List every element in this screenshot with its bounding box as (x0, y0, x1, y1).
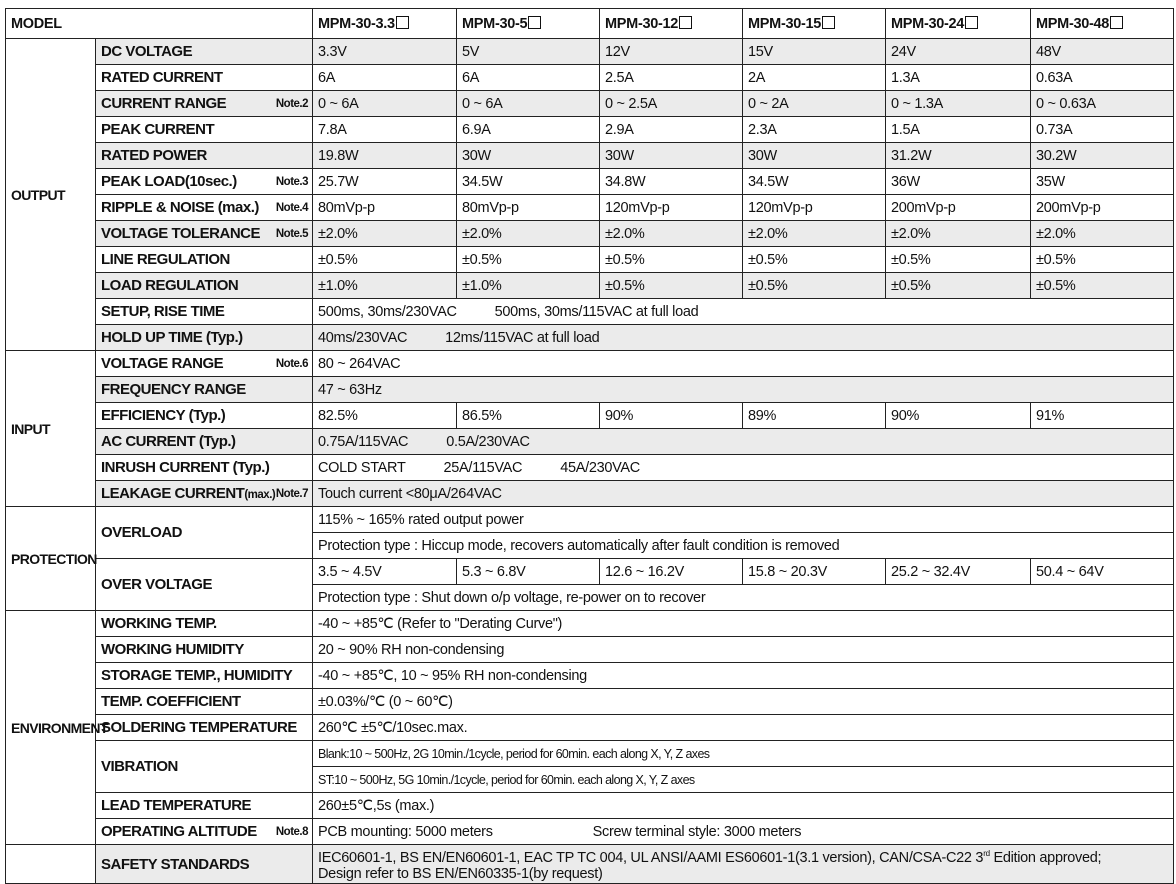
spec-label-text: STORAGE TEMP., HUMIDITY (101, 667, 293, 684)
spec-value: 2.3A (743, 117, 886, 143)
spec-value: 90% (600, 403, 743, 429)
spec-value: 30W (743, 143, 886, 169)
spec-value (313, 325, 1174, 351)
spec-label-text: FREQUENCY RANGE (101, 381, 246, 398)
spec-label (96, 429, 313, 455)
spec-value: 3.5 ~ 4.5V (313, 559, 457, 585)
spec-value-segment: Protection type : Hiccup mode, recovers automatically after fault condition is removed (318, 537, 840, 554)
spec-value: 36W (886, 169, 1031, 195)
spec-label (96, 507, 313, 559)
spec-value (313, 767, 1174, 793)
spec-row (6, 65, 1174, 91)
spec-row (6, 169, 1174, 195)
spec-value-segment: 260±5℃,5s (max.) (318, 797, 435, 814)
model-name (313, 9, 457, 39)
note-ref: Note.3 (275, 176, 309, 188)
spec-value: 5.3 ~ 6.8V (457, 559, 600, 585)
spec-row (6, 481, 1174, 507)
spec-label-text: VOLTAGE RANGE (101, 355, 224, 372)
spec-label-text: TEMP. COEFFICIENT (101, 693, 241, 710)
spec-value: 86.5% (457, 403, 600, 429)
spec-value: 2.5A (600, 65, 743, 91)
spec-value (313, 637, 1174, 663)
spec-label (96, 793, 313, 819)
spec-value: 35W (1031, 169, 1174, 195)
spec-label-text: VIBRATION (101, 758, 178, 775)
checkbox-placeholder-icon (396, 16, 409, 29)
spec-value-segment: Screw terminal style: 3000 meters (592, 823, 802, 840)
spec-label (96, 91, 313, 117)
spec-value: ±0.5% (457, 247, 600, 273)
spec-value: 0 ~ 6A (313, 91, 457, 117)
spec-value-segment: 12ms/115VAC at full load (445, 329, 600, 346)
spec-label-qualifier: (max.) (244, 489, 276, 501)
spec-row (6, 845, 1174, 884)
spec-value (313, 663, 1174, 689)
spec-label-text: PEAK CURRENT (101, 121, 215, 138)
spec-row (6, 819, 1174, 845)
spec-label (96, 299, 313, 325)
spec-value (313, 689, 1174, 715)
spec-label (96, 845, 313, 884)
model-name-text: MPM-30-15 (748, 15, 822, 32)
spec-value-segment: -40 ~ +85℃ (Refer to "Derating Curve") (318, 615, 563, 632)
spec-value: ±0.5% (1031, 247, 1174, 273)
spec-value-segment: 25A/115VAC (443, 459, 523, 476)
spec-value: 34.8W (600, 169, 743, 195)
spec-label-text: SETUP, RISE TIME (101, 303, 225, 320)
spec-label (96, 39, 313, 65)
spec-value-segment: 45A/230VAC (560, 459, 640, 476)
spec-value (313, 507, 1174, 533)
spec-row (6, 663, 1174, 689)
spec-value: 1.5A (886, 117, 1031, 143)
spec-value: ±2.0% (457, 221, 600, 247)
spec-row (6, 117, 1174, 143)
spec-label (96, 559, 313, 611)
spec-value: 25.2 ~ 32.4V (886, 559, 1031, 585)
spec-value: 0 ~ 2A (743, 91, 886, 117)
spec-label-text: RATED CURRENT (101, 69, 223, 86)
spec-value: 31.2W (886, 143, 1031, 169)
spec-label (96, 741, 313, 793)
spec-row (6, 559, 1174, 585)
spec-label-text: CURRENT RANGE (101, 95, 227, 112)
spec-label-text: SAFETY STANDARDS (101, 855, 250, 873)
spec-value-segment: Blank:10 ~ 500Hz, 2G 10min./1cycle, period for 60min. each along X, Y, Z axes (318, 746, 710, 761)
spec-value-segment: -40 ~ +85℃, 10 ~ 95% RH non-condensing (318, 667, 587, 684)
note-ref: Note.5 (275, 228, 309, 240)
spec-label-text: LINE REGULATION (101, 251, 230, 268)
spec-label-text: LOAD REGULATION (101, 277, 239, 294)
note-ref: Note.6 (275, 358, 309, 370)
spec-label-text: LEAD TEMPERATURE (101, 797, 252, 814)
spec-value: 120mVp-p (600, 195, 743, 221)
spec-value (313, 455, 1174, 481)
spec-label (96, 195, 313, 221)
spec-value: ±0.5% (1031, 273, 1174, 299)
spec-label-text: EFFICIENCY (Typ.) (101, 407, 226, 424)
spec-label (96, 377, 313, 403)
spec-label-text: RIPPLE & NOISE (max.) (101, 199, 259, 216)
spec-value: 90% (886, 403, 1031, 429)
spec-label-text: AC CURRENT (Typ.) (101, 433, 236, 450)
spec-value: 0 ~ 6A (457, 91, 600, 117)
spec-value (313, 715, 1174, 741)
spec-value: ±2.0% (1031, 221, 1174, 247)
spec-row (6, 299, 1174, 325)
spec-value: 1.3A (886, 65, 1031, 91)
spec-value: 24V (886, 39, 1031, 65)
group-label-output: OUTPUT (6, 39, 96, 351)
spec-row (6, 403, 1174, 429)
spec-label-text: OVERLOAD (101, 524, 183, 541)
checkbox-placeholder-icon (965, 16, 978, 29)
spec-value (313, 793, 1174, 819)
spec-value: ±1.0% (313, 273, 457, 299)
spec-label-text: OVER VOLTAGE (101, 576, 212, 593)
spec-value: 6.9A (457, 117, 600, 143)
spec-value-segment: 500ms, 30ms/115VAC at full load (494, 303, 699, 320)
spec-label (96, 455, 313, 481)
spec-row (6, 429, 1174, 455)
spec-value: 48V (1031, 39, 1174, 65)
spec-value-line: Design refer to BS EN/EN60335-1(by request) (318, 865, 603, 882)
group-label-safety (6, 845, 96, 884)
spec-value-line: IEC60601-1, BS EN/EN60601-1, EAC TP TC 004, UL ANSI/AAMI ES60601-1(3.1 version), CAN/CSA-C22 3rd Edition approved; (318, 849, 1102, 866)
spec-value: 25.7W (313, 169, 457, 195)
spec-value-segment: 0.5A/230VAC (446, 433, 530, 450)
spec-row (6, 221, 1174, 247)
spec-value: 6A (313, 65, 457, 91)
spec-label-text: PEAK LOAD(10sec.) (101, 173, 237, 190)
group-label-protection: PROTECTION (6, 507, 96, 611)
spec-value: ±0.5% (743, 247, 886, 273)
spec-label-text: VOLTAGE TOLERANCE (101, 225, 261, 242)
spec-value-segment: 20 ~ 90% RH non-condensing (318, 641, 505, 658)
spec-value: 80mVp-p (313, 195, 457, 221)
spec-value: 89% (743, 403, 886, 429)
spec-row (6, 793, 1174, 819)
spec-row (6, 507, 1174, 533)
model-name (600, 9, 743, 39)
spec-row (6, 143, 1174, 169)
spec-value: 15.8 ~ 20.3V (743, 559, 886, 585)
model-name-text: MPM-30-3.3 (318, 15, 395, 32)
spec-value: 7.8A (313, 117, 457, 143)
spec-value: ±2.0% (743, 221, 886, 247)
spec-value: 6A (457, 65, 600, 91)
spec-value: 34.5W (743, 169, 886, 195)
spec-row (6, 325, 1174, 351)
checkbox-placeholder-icon (528, 16, 541, 29)
spec-value: 120mVp-p (743, 195, 886, 221)
spec-value-segment: 47 ~ 63Hz (318, 381, 382, 398)
spec-label-text: WORKING TEMP. (101, 615, 217, 632)
spec-label (96, 351, 313, 377)
spec-value: ±0.5% (600, 273, 743, 299)
group-label-environment: ENVIRONMENT (6, 611, 96, 845)
spec-value-segment: 40ms/230VAC (318, 329, 408, 346)
spec-row (6, 611, 1174, 637)
spec-value: 80mVp-p (457, 195, 600, 221)
spec-value: 2A (743, 65, 886, 91)
spec-label-text: OPERATING ALTITUDE (101, 823, 257, 840)
spec-value: 5V (457, 39, 600, 65)
spec-value: 3.3V (313, 39, 457, 65)
spec-value: ±0.5% (886, 273, 1031, 299)
spec-value: 34.5W (457, 169, 600, 195)
model-label: MODEL (6, 9, 313, 39)
spec-value-segment: ±0.03%/℃ (0 ~ 60℃) (318, 693, 453, 710)
spec-label-text: RATED POWER (101, 147, 207, 164)
spec-value: ±0.5% (313, 247, 457, 273)
spec-value: 0 ~ 0.63A (1031, 91, 1174, 117)
spec-label (96, 689, 313, 715)
spec-row (6, 741, 1174, 767)
spec-value-segment: ST:10 ~ 500Hz, 5G 10min./1cycle, period for 60min. each along X, Y, Z axes (318, 772, 695, 787)
spec-value: 200mVp-p (1031, 195, 1174, 221)
spec-value: 0 ~ 1.3A (886, 91, 1031, 117)
spec-value: 19.8W (313, 143, 457, 169)
group-label-input: INPUT (6, 351, 96, 507)
spec-row (6, 195, 1174, 221)
spec-value (313, 377, 1174, 403)
ordinal-suffix: rd (983, 849, 990, 859)
model-name-text: MPM-30-5 (462, 15, 528, 32)
spec-value: 12V (600, 39, 743, 65)
spec-value (313, 845, 1174, 884)
spec-value (313, 533, 1174, 559)
spec-value: 200mVp-p (886, 195, 1031, 221)
spec-row (6, 637, 1174, 663)
spec-value: 30W (600, 143, 743, 169)
note-ref: Note.2 (275, 98, 309, 110)
model-name (1031, 9, 1174, 39)
header-row (6, 9, 1174, 39)
spec-value-segment: COLD START (318, 459, 406, 476)
note-ref: Note.4 (275, 202, 309, 214)
spec-label-text: HOLD UP TIME (Typ.) (101, 329, 243, 346)
spec-value-segment: 500ms, 30ms/230VAC (318, 303, 457, 320)
spec-label (96, 143, 313, 169)
spec-label-text: DC VOLTAGE (101, 43, 193, 60)
spec-value (313, 351, 1174, 377)
spec-value (313, 585, 1174, 611)
spec-label (96, 169, 313, 195)
spec-value: ±0.5% (886, 247, 1031, 273)
spec-row (6, 91, 1174, 117)
spec-value-segment: Protection type : Shut down o/p voltage, re-power on to recover (318, 589, 706, 606)
spec-label (96, 325, 313, 351)
spec-row (6, 377, 1174, 403)
spec-value: ±2.0% (313, 221, 457, 247)
spec-label (96, 403, 313, 429)
spec-value (313, 299, 1174, 325)
spec-label (96, 663, 313, 689)
spec-label (96, 247, 313, 273)
spec-value: 0.73A (1031, 117, 1174, 143)
spec-label-text: WORKING HUMIDITY (101, 641, 244, 658)
spec-label (96, 117, 313, 143)
spec-row (6, 715, 1174, 741)
spec-label (96, 715, 313, 741)
spec-value: 30.2W (1031, 143, 1174, 169)
spec-value-segment: 80 ~ 264VAC (318, 355, 401, 372)
spec-value: 91% (1031, 403, 1174, 429)
spec-label (96, 273, 313, 299)
spec-label (96, 65, 313, 91)
checkbox-placeholder-icon (822, 16, 835, 29)
spec-label (96, 819, 313, 845)
spec-value: 82.5% (313, 403, 457, 429)
spec-value-segment: 260℃ ±5℃/10sec.max. (318, 719, 468, 736)
model-name-text: MPM-30-24 (891, 15, 965, 32)
spec-value: 30W (457, 143, 600, 169)
spec-value: 50.4 ~ 64V (1031, 559, 1174, 585)
spec-row (6, 455, 1174, 481)
checkbox-placeholder-icon (1110, 16, 1123, 29)
spec-value (313, 611, 1174, 637)
spec-label-text: INRUSH CURRENT (Typ.) (101, 459, 270, 476)
spec-value-segment: PCB mounting: 5000 meters (318, 823, 493, 840)
spec-value-segment: 0.75A/115VAC (318, 433, 409, 450)
spec-value: ±0.5% (600, 247, 743, 273)
spec-label (96, 611, 313, 637)
spec-value (313, 429, 1174, 455)
checkbox-placeholder-icon (679, 16, 692, 29)
model-name-text: MPM-30-48 (1036, 15, 1110, 32)
spec-value: ±1.0% (457, 273, 600, 299)
spec-label (96, 221, 313, 247)
spec-value: ±2.0% (886, 221, 1031, 247)
spec-row (6, 351, 1174, 377)
note-ref: Note.8 (275, 826, 309, 838)
spec-value: ±2.0% (600, 221, 743, 247)
spec-value-segment: Touch current <80μA/264VAC (318, 485, 502, 502)
spec-label (96, 481, 313, 507)
model-name (457, 9, 600, 39)
spec-label-text: LEAKAGE CURRENT (101, 485, 245, 502)
spec-value-segment: 115% ~ 165% rated output power (318, 511, 524, 528)
spec-row (6, 247, 1174, 273)
spec-value (313, 481, 1174, 507)
spec-label (96, 637, 313, 663)
spec-value (313, 741, 1174, 767)
note-ref: Note.7 (275, 488, 309, 500)
spec-value (313, 819, 1174, 845)
spec-row (6, 689, 1174, 715)
model-name (886, 9, 1031, 39)
spec-table (5, 8, 1174, 884)
spec-value: 12.6 ~ 16.2V (600, 559, 743, 585)
spec-value: ±0.5% (743, 273, 886, 299)
spec-value: 0.63A (1031, 65, 1174, 91)
model-name-text: MPM-30-12 (605, 15, 679, 32)
spec-value: 2.9A (600, 117, 743, 143)
spec-row (6, 39, 1174, 65)
spec-value: 15V (743, 39, 886, 65)
model-name (743, 9, 886, 39)
spec-value: 0 ~ 2.5A (600, 91, 743, 117)
spec-label-text: SOLDERING TEMPERATURE (101, 719, 297, 736)
spec-row (6, 273, 1174, 299)
